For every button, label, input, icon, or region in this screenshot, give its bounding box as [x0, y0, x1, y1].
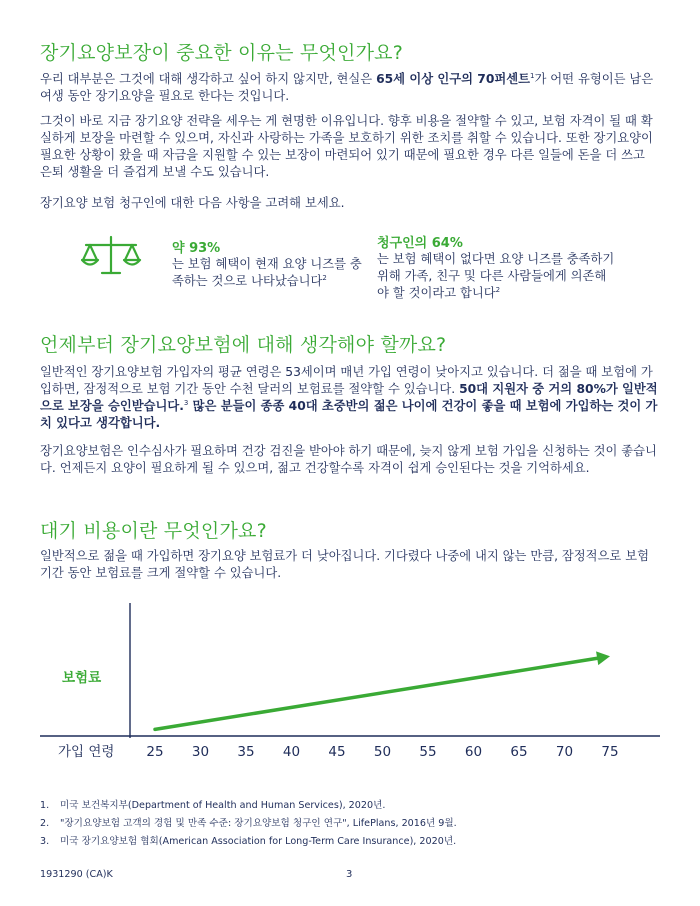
paragraph-when-2: 장기요양보험은 인수심사가 필요하며 건강 검진을 받아야 하기 때문에, 늦지 않게 보험 가입을 신청하는 것이 좋습니다. 언제든지 요양이 필요하게 될 수 있으며, 젊고 건강할수록 자격이 쉽게 승인된다는 것을 기억하세요.	[40, 444, 657, 475]
x-tick-label: 50	[373, 744, 392, 760]
text-segment: 가 어떤 유형이든 남은 여생 동안 장기요양을 필요로 한다는 것입니다.	[40, 72, 654, 103]
bold-text: 50대 지원자 중 거의 80%가 일반적으로 보장을 승인받습니다.	[40, 382, 658, 413]
x-tick-label: 30	[191, 744, 210, 760]
x-tick-label: 70	[555, 744, 574, 760]
chart-axes	[40, 603, 660, 760]
x-tick-label: 25	[146, 744, 164, 760]
bold-text: 많은 분들이 종종 40대 초중반의 젊은 나이에 건강이 좋을 때 보험에 가입하는 것이 가치 있다고 생각합니다.	[40, 399, 658, 430]
paragraph-importance-3: 장기요양 보험 청구인에 대한 다음 사항을 고려해 보세요.	[40, 196, 345, 210]
paragraph-importance-1	[40, 71, 660, 105]
chart-ticks	[146, 744, 618, 760]
series-line	[155, 658, 600, 729]
paragraph-importance-2: 그것이 바로 지금 장기요양 전략을 세우는 게 현명한 이유입니다. 향후 비용을 절약할 수 있고, 보험 자격이 될 때 확실하게 보장을 마련할 수 있으며, 자신과 사랑하는 가족을 보호하기 위한 조치를 취할 수 있습니다. 또한 장기요양이 필요한 상황이 왔을 때 자금을 지원할 수 있는 보장이 마련되어 있기 때문에 필요한 경우 다른 일들에 돈을 더 쓰고 은퇴 생활을 더 즐겁게 보낼 수도 있습니다.	[40, 114, 653, 179]
stat-number: 청구인의 64%	[377, 236, 463, 251]
footnote-number: 3.	[40, 836, 50, 847]
footnote-text: 미국 장기요양보험 협회(American Association for Long-Term Care Insurance), 2020년.	[60, 836, 457, 847]
footnote-text: 미국 보건복지부(Department of Health and Human Services), 2020년.	[60, 800, 386, 811]
chart-series	[155, 651, 610, 729]
x-tick-label: 55	[419, 744, 437, 760]
text-segment: 우리 대부분은 그것에 대해 생각하고 싶어 하지 않지만, 현실은	[40, 72, 377, 86]
stat-text-body: 는 보험 혜택이 없다면 요양 니즈를 충족하기 위해 가족, 친구 및 다른 사람들에게 의존해야 할 것이라고 합니다	[377, 252, 615, 300]
x-tick-label: 65	[510, 744, 528, 760]
x-tick-label: 40	[282, 744, 301, 760]
footnote-ref: 2	[322, 273, 327, 282]
footnote-item	[40, 797, 660, 815]
footnote-number: 1.	[40, 800, 50, 811]
bold-text: 65세 이상 인구의 70퍼센트	[376, 72, 531, 86]
stat-text	[172, 256, 367, 290]
footnote-ref: 2	[495, 285, 501, 294]
premium-age-chart	[0, 595, 700, 775]
footnotes	[40, 797, 660, 851]
stat-number: 약 93%	[172, 241, 221, 256]
stat-block-64	[377, 232, 617, 302]
section-heading-importance: 장기요양보장이 중요한 이유는 무엇인가요?	[40, 42, 403, 64]
x-tick-label: 60	[464, 744, 483, 760]
footnote-item	[40, 833, 660, 851]
stat-block-93	[172, 237, 367, 290]
stat-text-body: 는 보험 혜택이 현재 요양 니즈를 충족하는 것으로 나타났습니다	[172, 257, 362, 288]
x-tick-label: 35	[237, 744, 255, 760]
section-heading-when: 언제부터 장기요양보험에 대해 생각해야 할까요?	[40, 334, 447, 356]
paragraph-when-1	[40, 364, 660, 432]
paragraph-cost-1: 일반적으로 젊을 때 가입하면 장기요양 보험료가 더 낮아집니다. 기다렸다 나중에 내지 않는 만큼, 잠정적으로 보험 기간 동안 보험료를 크게 절약할 수 있습니다.	[40, 549, 649, 580]
stat-text	[377, 251, 617, 302]
balance-scale-icon	[80, 233, 142, 277]
page-number: 3	[346, 869, 353, 880]
footnote-ref: 3	[183, 398, 189, 407]
section-heading-cost-of-waiting: 대기 비용이란 무엇인가요?	[40, 520, 267, 542]
footnote-item	[40, 815, 660, 833]
x-tick-label: 45	[328, 744, 346, 760]
series-arrowhead	[596, 651, 610, 665]
footnote-number: 2.	[40, 818, 50, 829]
x-tick-label: 75	[601, 744, 619, 760]
chart-x-axis-label: 가입 연령	[58, 744, 115, 760]
document-code: 1931290 (CA)K	[40, 869, 113, 880]
footnote-ref: 1	[530, 71, 535, 80]
chart-y-axis-label: 보험료	[62, 670, 102, 686]
footnote-text: "장기요양보험 고객의 경험 및 만족 수준: 장기요양보험 청구인 연구", LifePlans, 2016년 9월.	[60, 818, 457, 829]
text-segment: 일반적인 장기요양보험 가입자의 평균 연령은 53세이며 매년 가입 연령이 낮아지고 있습니다. 더 젊을 때 보험에 가입하면, 잠정적으로 보험 기간 동안 수천 달러의 보험료를 절약할 수 있습니다.	[40, 365, 653, 396]
